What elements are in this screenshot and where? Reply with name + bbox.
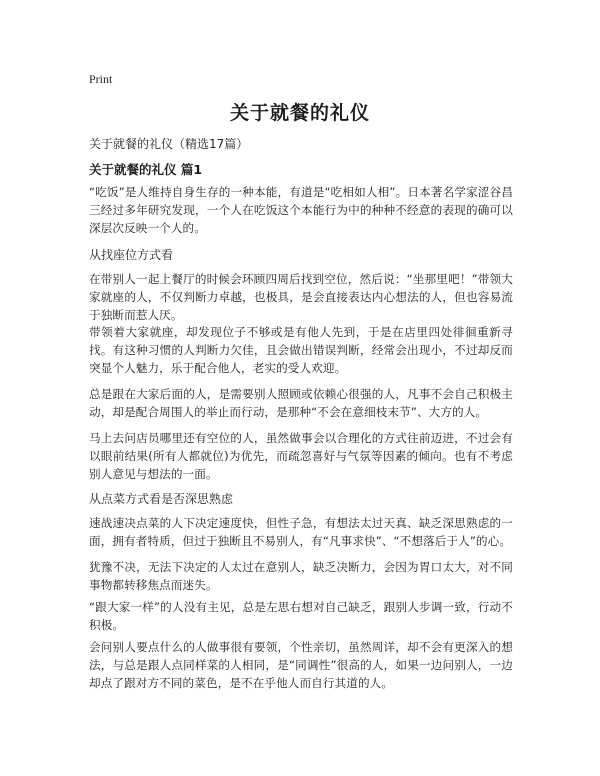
paragraph-seat-2: 带领着大家就座，却发现位子不够或是有他人先到，于是在店里四处徘徊重新寻找。有这种习惯的人判断力欠佳，且会做出错误判断，经常会出现小，不过却反而突显个人魅力，乐于配合他人，老实的受人欢迎。 — [89, 325, 513, 375]
subsection-seat-heading: 从找座位方式看 — [89, 248, 174, 262]
section-heading: 关于就餐的礼仪 篇1 — [89, 162, 203, 177]
paragraph-seat-1: 在带别人一起上餐厅的时候会环顾四周后找到空位，然后说：“坐那里吧！”带领大家就座的人，不仅判断力卓越，也极具，是会直接表达内心想法的人，但也容易流于独断而惹人厌。 — [89, 272, 513, 322]
document-subtitle: 关于就餐的礼仪（精选17篇） — [89, 137, 249, 151]
page-title: 关于就餐的礼仪 — [229, 102, 370, 124]
paragraph-order-1: 速战速决点菜的人下决定速度快，但性子急，有想法太过天真、缺乏深思熟虑的一面，拥有者特质，但过于独断且不易别人，有“凡事求快”、“不想落后于人”的心。 — [89, 516, 513, 548]
paragraph-seat-3: 总是跟在大家后面的人，是需要别人照顾或依赖心很强的人，凡事不会自己积极主动，却是配合周围人的举止而行动，是那种“不会在意细枝末节”、大方的人。 — [89, 387, 513, 419]
paragraph-order-4: 会问别人要点什么的人做事很有要领，个性亲切，虽然周详，却不会有更深入的想法，与总是跟人点同样菜的人相同，是“同调性”很高的人，如果一边问别人，一边却点了跟对方不同的菜色，是不在乎他人而自行其道的人。 — [89, 640, 513, 690]
paragraph-order-3: “跟大家一样”的人没有主见，总是左思右想对自己缺乏，跟别人步调一致，行动不积极。 — [89, 600, 513, 632]
paragraph-order-2: 犹豫不决，无法下决定的人太过在意别人，缺乏决断力，会因为胃口太大，对不同事物都转移焦点而迷失。 — [89, 560, 513, 592]
subsection-order-heading: 从点菜方式看是否深思熟虑 — [89, 492, 234, 506]
print-label[interactable]: Print — [89, 72, 113, 86]
paragraph-seat-4: 马上去问店员哪里还有空位的人，虽然做事会以合理化的方式往前迈进，不过会有以眼前结果(所有人都就位)为优先，而疏忽喜好与气氛等因素的倾向。也有不考虑别人意见与想法的一面。 — [89, 431, 513, 481]
paragraph-intro: “吃饭”是人维持自身生存的一种本能，有道是“吃相如人相”。日本著名学家涩谷昌三经过多年研究发现，一个人在吃饭这个本能行为中的种种不经意的表现的确可以深层次反映一个人的。 — [89, 185, 513, 235]
